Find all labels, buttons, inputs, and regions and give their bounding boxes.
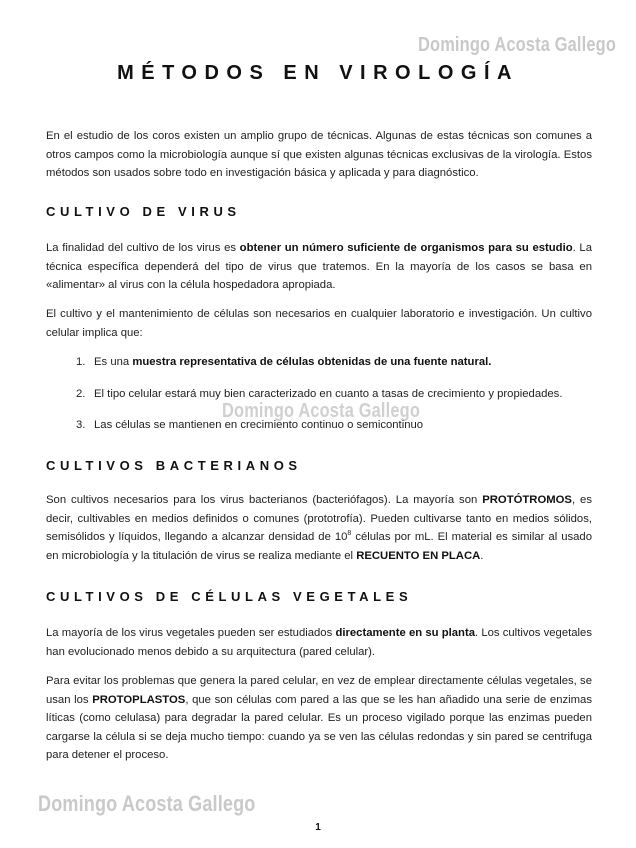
page-title: MÉTODOS EN VIROLOGÍA <box>117 62 519 84</box>
section-heading-cultivos-bacterianos: CULTIVOS BACTERIANOS <box>46 458 302 473</box>
watermark-top: Domingo Acosta Gallego <box>418 34 617 56</box>
vegetales-paragraph-1: La mayoría de los virus vegetales pueden ser estudiados directamente en su planta. Los cultivos vegetales han evolucionado menos debido a su arquitectura (pared celular). <box>46 627 592 658</box>
section-heading-cultivo-virus: CULTIVO DE VIRUS <box>46 204 241 219</box>
intro-paragraph: En el estudio de los coros existen un amplio grupo de técnicas. Algunas de estas técnicas son comunes a otros campos como la microbiología aunque sí que existen algunas técnicas exclusivas de la virología. Estos métodos son usados sobre todo en investigación básica y aplicada y para diagnóstico. <box>46 130 592 179</box>
section-heading-celulas-vegetales: CULTIVOS DE CÉLULAS VEGETALES <box>46 589 413 604</box>
list-item: 2. El tipo celular estará muy bien caracterizado en cuanto a tasas de crecimiento y propiedades. <box>76 388 563 400</box>
vegetales-paragraph-2: Para evitar los problemas que genera la pared celular, en vez de emplear directamente células vegetales, se usan los PROTOPLASTOS, que son células com pared a las que se les han añadido una serie de enzimas líticas (como celulasa) para degradar la pared celular. Es un proceso vigilado porque las enzimas pueden cargarse la célula si se deja mucho tiempo: cuando ya se ven las células redondas y sin pared se centrifuga para detener el proceso. <box>46 675 592 761</box>
watermark-middle: Domingo Acosta Gallego <box>222 400 421 422</box>
watermark-bottom: Domingo Acosta Gallego <box>38 791 256 816</box>
cultivo-emphasis: obtener un número suficiente de organismos para su estudio <box>239 242 573 254</box>
cultivo-paragraph-2: El cultivo y el mantenimiento de células son necesarios en cualquier laboratorio e investigación. Un cultivo celular implica que: <box>46 308 592 339</box>
page-number: 1 <box>315 822 321 833</box>
bacterianos-paragraph: Son cultivos necesarios para los virus bacterianos (bacteriófagos). La mayoría son PROTÓTROMOS, es decir, cultivables en medios definidos o comunes (prototrofía). Pueden cultivarse tanto en medios sólidos, semisólidos y líquidos, llegando a alcanzar densidad de $10^8$ células por mL. El material es similar al usado en microbiología y la titulación de virus se realiza mediante el RECUENTO EN PLACA. <box>46 494 592 562</box>
cultivo-paragraph-1: La finalidad del cultivo de los virus es obtener un número suficiente de organismos para su estudio. La técnica específica dependerá del tipo de virus que tratemos. En la mayoría de los casos se basa en «alimentar» al virus con la célula hospedadora apropiada. <box>46 242 592 291</box>
list-item: 3. Las células se mantienen en crecimiento continuo o semicontinuo <box>76 419 424 431</box>
list-item: 1. Es una muestra representativa de células obtenidas de una fuente natural. <box>76 356 492 368</box>
